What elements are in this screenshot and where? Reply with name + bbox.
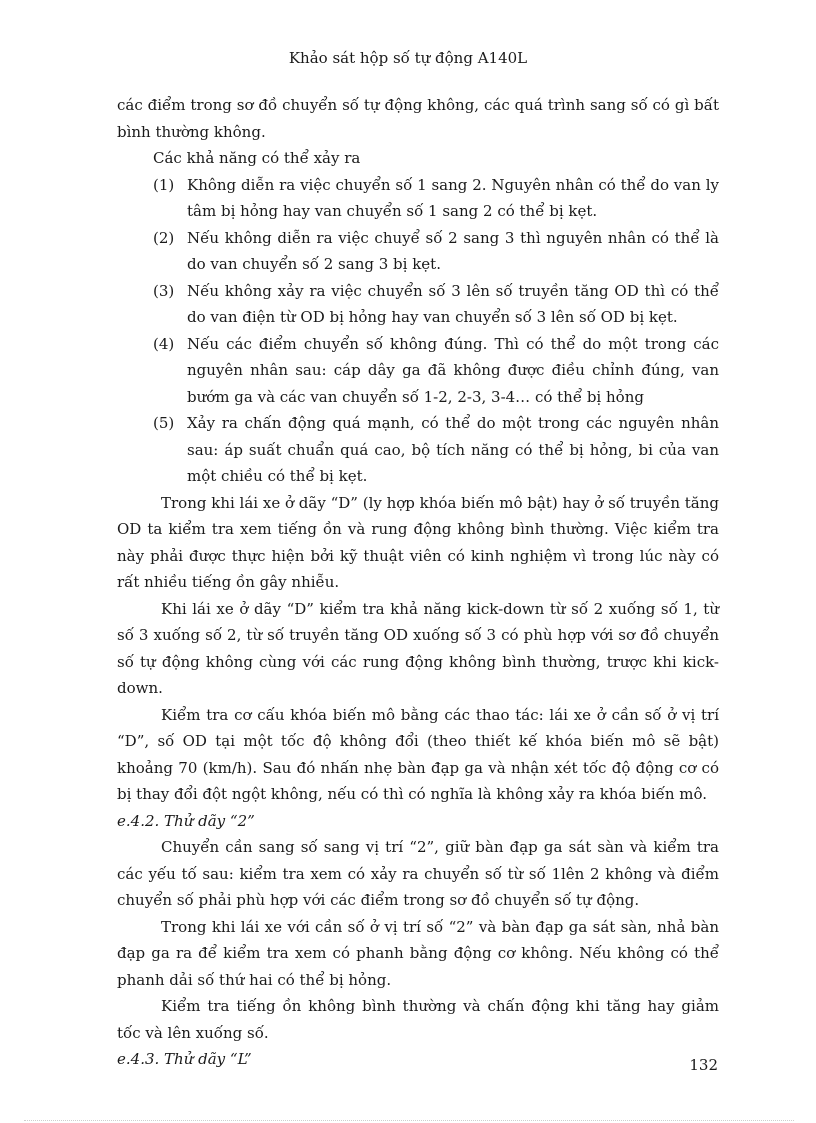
paragraph: các điểm trong sơ đồ chuyển số tự động không, các quá trình sang số có gì bất bình thường không. [117,96,719,141]
list-text: Nếu không xảy ra việc chuyển số 3 lên số truyền tăng OD thì có thể do van điện từ OD bị hỏng hay van chuyển số 3 lên số OD bị kẹt. [187,281,719,326]
list-item [153,331,719,411]
list-text: Không diễn ra việc chuyển số 1 sang 2. Nguyên nhân có thể do van ly tâm bị hỏng hay van chuyển số 1 sang 2 có thể bị kẹt. [187,175,719,220]
paragraph: Kiểm tra cơ cấu khóa biến mô bằng các thao tác: lái xe ở cần số ở vị trí “D”, số OD tại một tốc độ không đổi (theo thiết kế khóa biến mô sẽ bật) khoảng 70 (km/h). Sau đó nhấn nhẹ bàn đạp ga và nhận xét tốc độ động cơ có bị thay đổi đột ngột không, nếu có thì có nghĩa là không xảy ra khóa biến mô. [117,705,719,803]
section-heading: e.4.3. Thử dãy “L” [117,1050,252,1068]
page-header: Khảo sát hộp số tự động A140L [288,49,528,67]
list-number: (5) [153,414,175,432]
page-number: 132 [689,1056,718,1074]
list-text: Nếu các điểm chuyển số không đúng. Thì có thể do một trong các nguyên nhân sau: cáp dây ga đã không được điều chỉnh đúng, van bướm ga và các van chuyển số 1-2, 2-3, 3-4… có thể bị hỏng [187,334,719,406]
paragraph: Kiểm tra tiếng ồn không bình thường và chấn động khi tăng hay giảm tốc và lên xuống số. [117,997,719,1042]
paragraph: Các khả năng có thể xảy ra [153,149,361,167]
list-number: (4) [153,334,175,353]
list-item [153,172,719,225]
document-body [117,92,719,1073]
list-item [153,410,719,490]
paragraph: Khi lái xe ở dãy “D” kiểm tra khả năng kick-down từ số 2 xuống số 1, từ số 3 xuống số 2, từ số truyền tăng OD xuống số 3 có phù hợp với sơ đồ chuyển số tự động không cùng với các rung động không bình thường, trược khi kick-down. [117,599,719,697]
page-bottom-divider [24,1120,794,1121]
list-number: (3) [153,281,175,300]
list-number: (2) [153,228,175,247]
list-text: Xảy ra chấn động quá mạnh, có thể do một trong các nguyên nhân sau: áp suất chuẩn quá cao, bộ tích năng có thể bị hỏng, bi của van một chiều có thể bị kẹt. [187,414,719,485]
section-heading: e.4.2. Thử dãy “2” [117,811,255,830]
paragraph: Chuyển cần sang số sang vị trí “2”, giữ bàn đạp ga sát sàn và kiểm tra các yếu tố sau: kiểm tra xem có xảy ra chuyển số từ số 1lên 2 không và điểm chuyển số phải phù hợp với các điểm trong sơ đồ chuyển số tự động. [117,838,719,909]
list-text: Nếu không diễn ra việc chuyể số 2 sang 3 thì nguyên nhân có thể là do van chuyển số 2 sang 3 bị kẹt. [187,228,719,273]
list-item [153,278,719,331]
paragraph: Trong khi lái xe ở dãy “D” (ly hợp khóa biến mô bật) hay ở số truyền tăng OD ta kiểm tra xem tiếng ồn và rung động không bình thường. Việc kiểm tra này phải được thực hiện bởi kỹ thuật viên có kinh nghiệm vì trong lúc này có rất nhiều tiếng ồn gây nhiễu. [117,493,719,591]
list-number: (1) [153,175,175,194]
list-item [153,225,719,278]
paragraph: Trong khi lái xe với cần số ở vị trí số “2” và bàn đạp ga sát sàn, nhả bàn đạp ga ra để kiểm tra xem có phanh bằng động cơ không. Nếu không có thể phanh dải số thứ hai có thể bị hỏng. [117,917,719,989]
